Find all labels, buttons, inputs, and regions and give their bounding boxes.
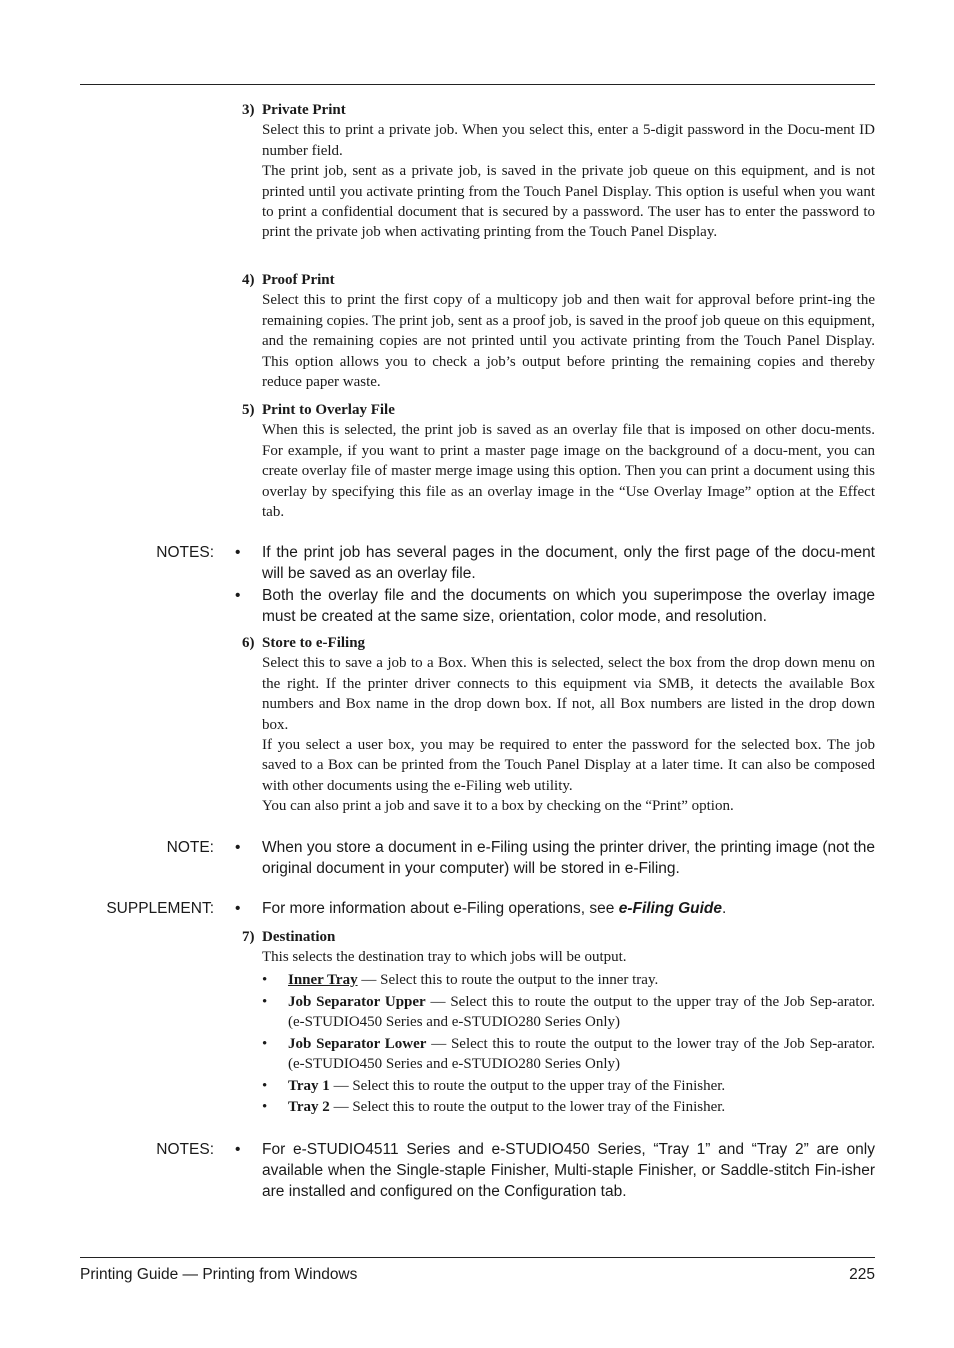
header-rule — [80, 84, 875, 85]
bullet: • — [262, 1035, 268, 1052]
bullet: • — [235, 544, 241, 561]
section-number: 3) — [242, 102, 255, 118]
notes-overlay — [80, 542, 875, 627]
paragraph: When this is selected, the print job is saved as an overlay file that is imposed on other docu-ments. For example, if you want to print a master page image on the background of a docu-ment, you can create overlay file of master merge image using this option. Then you can print a document using this overlay by specifying this file as an overlay image in the “Use Overlay Image” option at the Effect tab. — [262, 422, 875, 521]
section-title: Destination — [262, 929, 336, 945]
supplement — [80, 898, 875, 919]
item-term: Tray 2 — [288, 1099, 330, 1116]
list-item — [262, 1034, 875, 1075]
paragraph: This selects the destination tray to which jobs will be output. — [262, 949, 627, 966]
list-item — [262, 1097, 875, 1117]
bullet: • — [235, 839, 241, 856]
item-term: Job Separator Upper — [288, 993, 426, 1010]
section-title: Print to Overlay File — [262, 402, 395, 418]
destination-list — [262, 970, 875, 1118]
note-efiling — [80, 837, 875, 879]
note-item — [235, 898, 875, 919]
bullet: • — [262, 1077, 268, 1094]
note-text: When you store a document in e-Filing using the printer driver, the printing image (not the original document in your computer) will be stored in e-Filing. — [262, 839, 875, 877]
item-desc: — Select this to route the output to the upper tray of the Finisher. — [329, 1077, 726, 1094]
note-label: NOTES: — [156, 544, 214, 561]
bullet: • — [235, 1141, 241, 1158]
bullet: • — [262, 1099, 268, 1116]
section-destination — [242, 927, 875, 1119]
footer-rule — [80, 1257, 875, 1258]
note-item — [235, 542, 875, 584]
page-number: 225 — [849, 1266, 875, 1283]
notes-tray — [80, 1139, 875, 1202]
note-label: NOTE: — [166, 839, 214, 856]
paragraph: Select this to print a private job. When you select this, enter a 5-digit password in the Docu-ment ID number field. — [262, 122, 875, 159]
section-heading — [242, 633, 875, 653]
section-number: 6) — [242, 635, 255, 651]
paragraph: Select this to print the first copy of a multicopy job and then wait for approval before print-ing the remaining copies. The print job, sent as a proof job, is saved in the proof job queue on this equipment, and the remaining copies are not printed until you activate printing from the Touch Panel Display. This option allows you to check a job’s output before printing the remaining copies and thereby reduce paper waste. — [262, 292, 875, 391]
section-number: 4) — [242, 272, 255, 288]
note-text-end: . — [722, 900, 727, 917]
bullet: • — [262, 993, 268, 1010]
guide-reference: e-Filing Guide — [618, 900, 723, 917]
section-number: 5) — [242, 402, 255, 418]
note-text: For e-STUDIO4511 Series and e-STUDIO450 Series, “Tray 1” and “Tray 2” are only available when the Single-staple Finisher, Multi-staple Finisher, or Saddle-stitch Fin-isher are installed and configured on the Configuration tab. — [262, 1141, 875, 1200]
note-item — [235, 585, 875, 627]
item-term: Job Separator Lower — [288, 1035, 427, 1052]
paragraph: You can also print a job and save it to a box by checking on the “Print” option. — [262, 798, 734, 815]
section-title: Proof Print — [262, 272, 335, 288]
note-text: Both the overlay file and the documents on which you superimpose the overlay image must be created at the same size, orientation, color mode, and resolution. — [262, 587, 875, 625]
note-text: If the print job has several pages in the document, only the first page of the docu-ment will be saved as an overlay file. — [262, 544, 875, 582]
item-term: Tray 1 — [288, 1077, 330, 1094]
section-proof-print — [242, 270, 875, 392]
section-heading — [242, 927, 875, 947]
note-label: NOTES: — [156, 1141, 214, 1158]
note-item — [235, 837, 875, 879]
section-heading — [242, 400, 875, 420]
bullet: • — [262, 971, 268, 988]
paragraph: If you select a user box, you may be required to enter the password for the selected box. The job saved to a Box can be printed from the Touch Panel Display at a later time. It can also be composed with other documents using the e-Filing web utility. — [262, 737, 875, 794]
bullet: • — [235, 900, 241, 917]
section-number: 7) — [242, 929, 255, 945]
item-desc: — Select this to route the output to the lower tray of the Finisher. — [329, 1099, 726, 1116]
section-title: Private Print — [262, 102, 346, 118]
list-item — [262, 992, 875, 1033]
note-item — [235, 1139, 875, 1202]
section-title: Store to e-Filing — [262, 635, 366, 651]
section-heading — [242, 270, 875, 290]
section-store-efiling — [242, 633, 875, 817]
item-desc: — Select this to route the output to the upper tray of the Job Sep-arator. (e-STUDIO450 Series and e-STUDIO280 Series Only) — [288, 993, 875, 1030]
item-desc: — Select this to route the output to the inner tray. — [357, 971, 659, 988]
section-heading — [242, 100, 875, 120]
footer-title: Printing Guide — Printing from Windows — [80, 1266, 358, 1283]
note-label: SUPPLEMENT: — [106, 900, 214, 917]
section-print-overlay — [242, 400, 875, 522]
item-term: Inner Tray — [288, 971, 358, 988]
paragraph: The print job, sent as a private job, is saved in the private job queue on this equipment, and is not printed until you activate printing from the Touch Panel Display. This option is useful when you want to print a confidential document that is secured by a password. The user has to enter the password to print the private job when activating printing from the Touch Panel Display. — [262, 163, 875, 241]
list-item — [262, 970, 875, 990]
item-desc: — Select this to route the output to the lower tray of the Job Sep-arator. (e-STUDIO450 Series and e-STUDIO280 Series Only) — [288, 1035, 875, 1073]
paragraph: Select this to save a job to a Box. When this is selected, select the box from the drop down menu on the right. If the printer driver connects to this equipment via SMB, it detects the available Box numbers and Box name in the drop down box. If not, all Box numbers are listed in the drop down box. — [262, 655, 875, 733]
list-item — [262, 1076, 875, 1096]
section-private-print — [242, 100, 875, 243]
note-text: For more information about e-Filing operations, see — [262, 900, 619, 917]
bullet: • — [235, 587, 241, 604]
